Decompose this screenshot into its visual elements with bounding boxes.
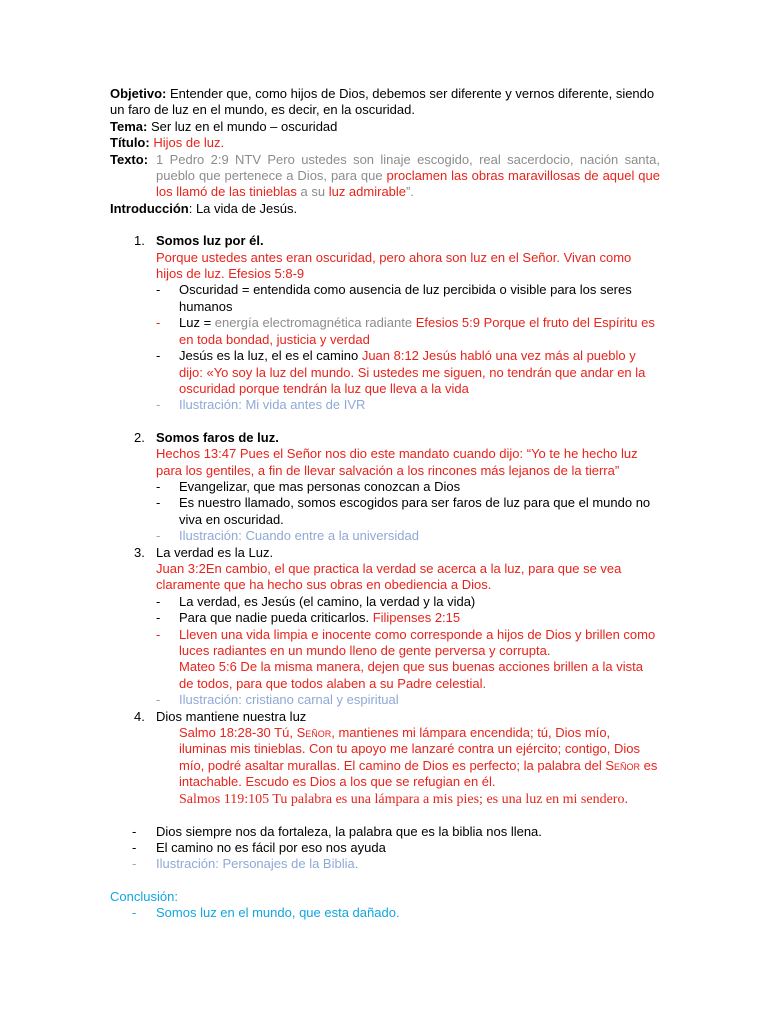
intro-label: Introducción [110,200,189,216]
illustration-text: Ilustración: Personajes de la Biblia. [156,856,359,872]
tema-text: Ser luz en el mundo – oscuridad [147,118,338,134]
titulo-line [110,135,660,151]
section-title: Somos faros de luz. [156,429,279,445]
titulo-label: Título: [110,135,150,151]
illustration-text: Ilustración: cristiano carnal y espiritual [179,692,399,708]
texto-label: Texto: [110,151,149,167]
list-item-illustration [110,856,660,872]
verse-smallcaps: Señor [605,757,641,773]
list-item [110,824,660,840]
dash-marker: - [156,593,161,609]
texto-red-part: proclamen las obras maravillosas de aquel que los llamó de las tinieblas [156,168,660,200]
list-item-text: La verdad, es Jesús (el camino, la verdad y la vida) [179,593,476,609]
verse-text: es intachable. Escudo es Dios a los que se refugian en él. [179,757,658,790]
list-item-illustration [110,692,660,708]
conclusion-item [110,905,660,921]
verse-text: , mantienes mi lámpara encendida; tú, Dios mío, iluminas mis tinieblas. Con tu apoyo me lanzaré contra un ejército; contigo, Dios mío, podré asaltar murallas. El camino de Dios es perfecto; la palabra del [179,725,641,773]
dash-marker: - [156,692,161,708]
list-item-gray-text: energía electromagnética radiante [214,315,416,331]
list-item-text: El camino no es fácil por eso nos ayuda [156,840,386,856]
dash-marker: - [156,626,161,642]
verse-text: Salmo 18:28-30 Tú, [179,725,297,741]
section-title: Somos luz por él. [156,233,264,249]
dash-marker: - [156,282,161,298]
section-verse: Porque ustedes antes eran oscuridad, pero ahora son luz en el Señor. Vivan como hijos de luz. Efesios 5:8-9 [156,249,632,282]
illustration-text: Ilustración: Mi vida antes de IVR [179,397,366,413]
dash-marker: - [156,348,161,364]
tema-label: Tema: [110,118,148,134]
tema-line [110,119,660,135]
texto-line [110,152,660,201]
list-item-continuation [110,659,660,692]
list-item-text: Evangelizar, que mas personas conozcan a Dios [179,478,461,494]
objetivo-line [110,86,660,119]
list-item-text: Luz = [179,315,215,331]
section-number: 3. [134,544,145,560]
dash-marker: - [156,528,161,544]
objetivo-text: Entender que, como hijos de Dios, debemos ser diferente y vernos diferente, siendo un faro de luz en el mundo, es decir, en la oscuridad. [110,86,655,118]
list-item-text: Es nuestro llamado, somos escogidos para ser faros de luz para que el mundo no viva en oscuridad. [179,495,651,527]
dash-marker: - [132,840,137,856]
dash-marker: - [156,315,161,331]
conclusion-text: Somos luz en el mundo, que esta dañado. [156,905,400,921]
section-number: 4. [134,708,145,724]
section-number: 2. [134,429,145,445]
list-item [110,282,660,315]
list-item-text: Oscuridad = entendida como ausencia de luz percibida o visible para los seres humanos [179,282,632,314]
list-item [110,610,660,626]
list-item-verse: Lleven una vida limpia e inocente como corresponde a hijos de Dios y brillen como luces radiantes en un mundo lleno de gente perversa y corrupta. [179,626,656,658]
dash-marker: - [156,495,161,511]
objetivo-label: Objetivo: [110,86,167,101]
texto-body [156,152,660,201]
list-item [110,594,660,610]
dash-marker: - [132,856,137,872]
list-item-text: Jesús es la luz, el es el camino [179,348,362,364]
dash-marker: - [156,397,161,413]
list-item-text: Dios siempre nos da fortaleza, la palabra que es la biblia nos llena. [156,823,542,839]
list-item-illustration [110,528,660,544]
section-verse: Juan 3:2En cambio, el que practica la verdad se acerca a la luz, para que se vea claramente que ha hecho sus obras en obediencia a Dios. [156,560,622,593]
dash-marker: - [132,905,137,921]
illustration-text: Ilustración: Cuando entre a la universidad [179,528,419,544]
list-item-verse: Mateo 5:6 De la misma manera, dejen que sus buenas acciones brillen a la vista de todos, para que todos alaben a su Padre celestial. [179,659,643,691]
texto-red-part-2: luz admirable [328,184,407,200]
dash-marker: - [156,610,161,626]
list-item-text: Para que nadie pueda criticarlos. [179,610,373,626]
list-item-verse: Efesios 5:9 Porque el fruto del Espíritu es en toda bondad, justicia y verdad [179,315,655,347]
dash-marker: - [132,823,137,839]
intro-line [110,201,660,217]
document-page [110,86,660,922]
section-2 [110,430,660,479]
list-item [110,627,660,660]
section-3 [110,545,660,594]
list-item [110,840,660,856]
dash-marker: - [156,478,161,494]
section-4 [110,709,660,725]
section-number: 1. [134,233,145,249]
list-item-verse: Juan 8:12 Jesús habló una vez más al pueblo y dijo: «Yo soy la luz del mundo. Si ustedes me siguen, no tendrán que andar en la oscuridad porque tendrán la luz que lleva a la vida [179,348,646,396]
list-item-verse: Filipenses 2:15 [372,610,461,626]
section-title: Dios mantiene nuestra luz [156,708,307,724]
section-verse [110,725,660,791]
texto-gray-part-2: a su [296,184,329,200]
section-title: La verdad es la Luz. [156,544,274,560]
list-item [110,495,660,528]
list-item-illustration [110,397,660,413]
titulo-text: Hijos de luz. [153,135,225,151]
section-verse: Hechos 13:47 Pues el Señor nos dio este mandato cuando dijo: “Yo te he hecho luz para los gentiles, a fin de llevar salvación a los rincones más lejanos de la tierra” [156,446,638,478]
section-verse-2: Salmos 119:105 Tu palabra es una lámpara a mis pies; es una luz en mi sendero. [179,791,628,807]
section-1 [110,233,660,282]
texto-gray-part-3: ”. [406,184,414,200]
intro-text: : La vida de Jesús. [188,200,298,216]
list-item [110,348,660,397]
texto-gray-part: 1 Pedro 2:9 NTV Pero ustedes son linaje escogido, real sacerdocio, nación santa, pueblo que pertenece a Dios, para que [156,151,660,184]
conclusion-label: Conclusión: [110,888,178,904]
list-item [110,479,660,495]
verse-smallcaps: Señor [296,725,332,741]
list-item [110,315,660,348]
